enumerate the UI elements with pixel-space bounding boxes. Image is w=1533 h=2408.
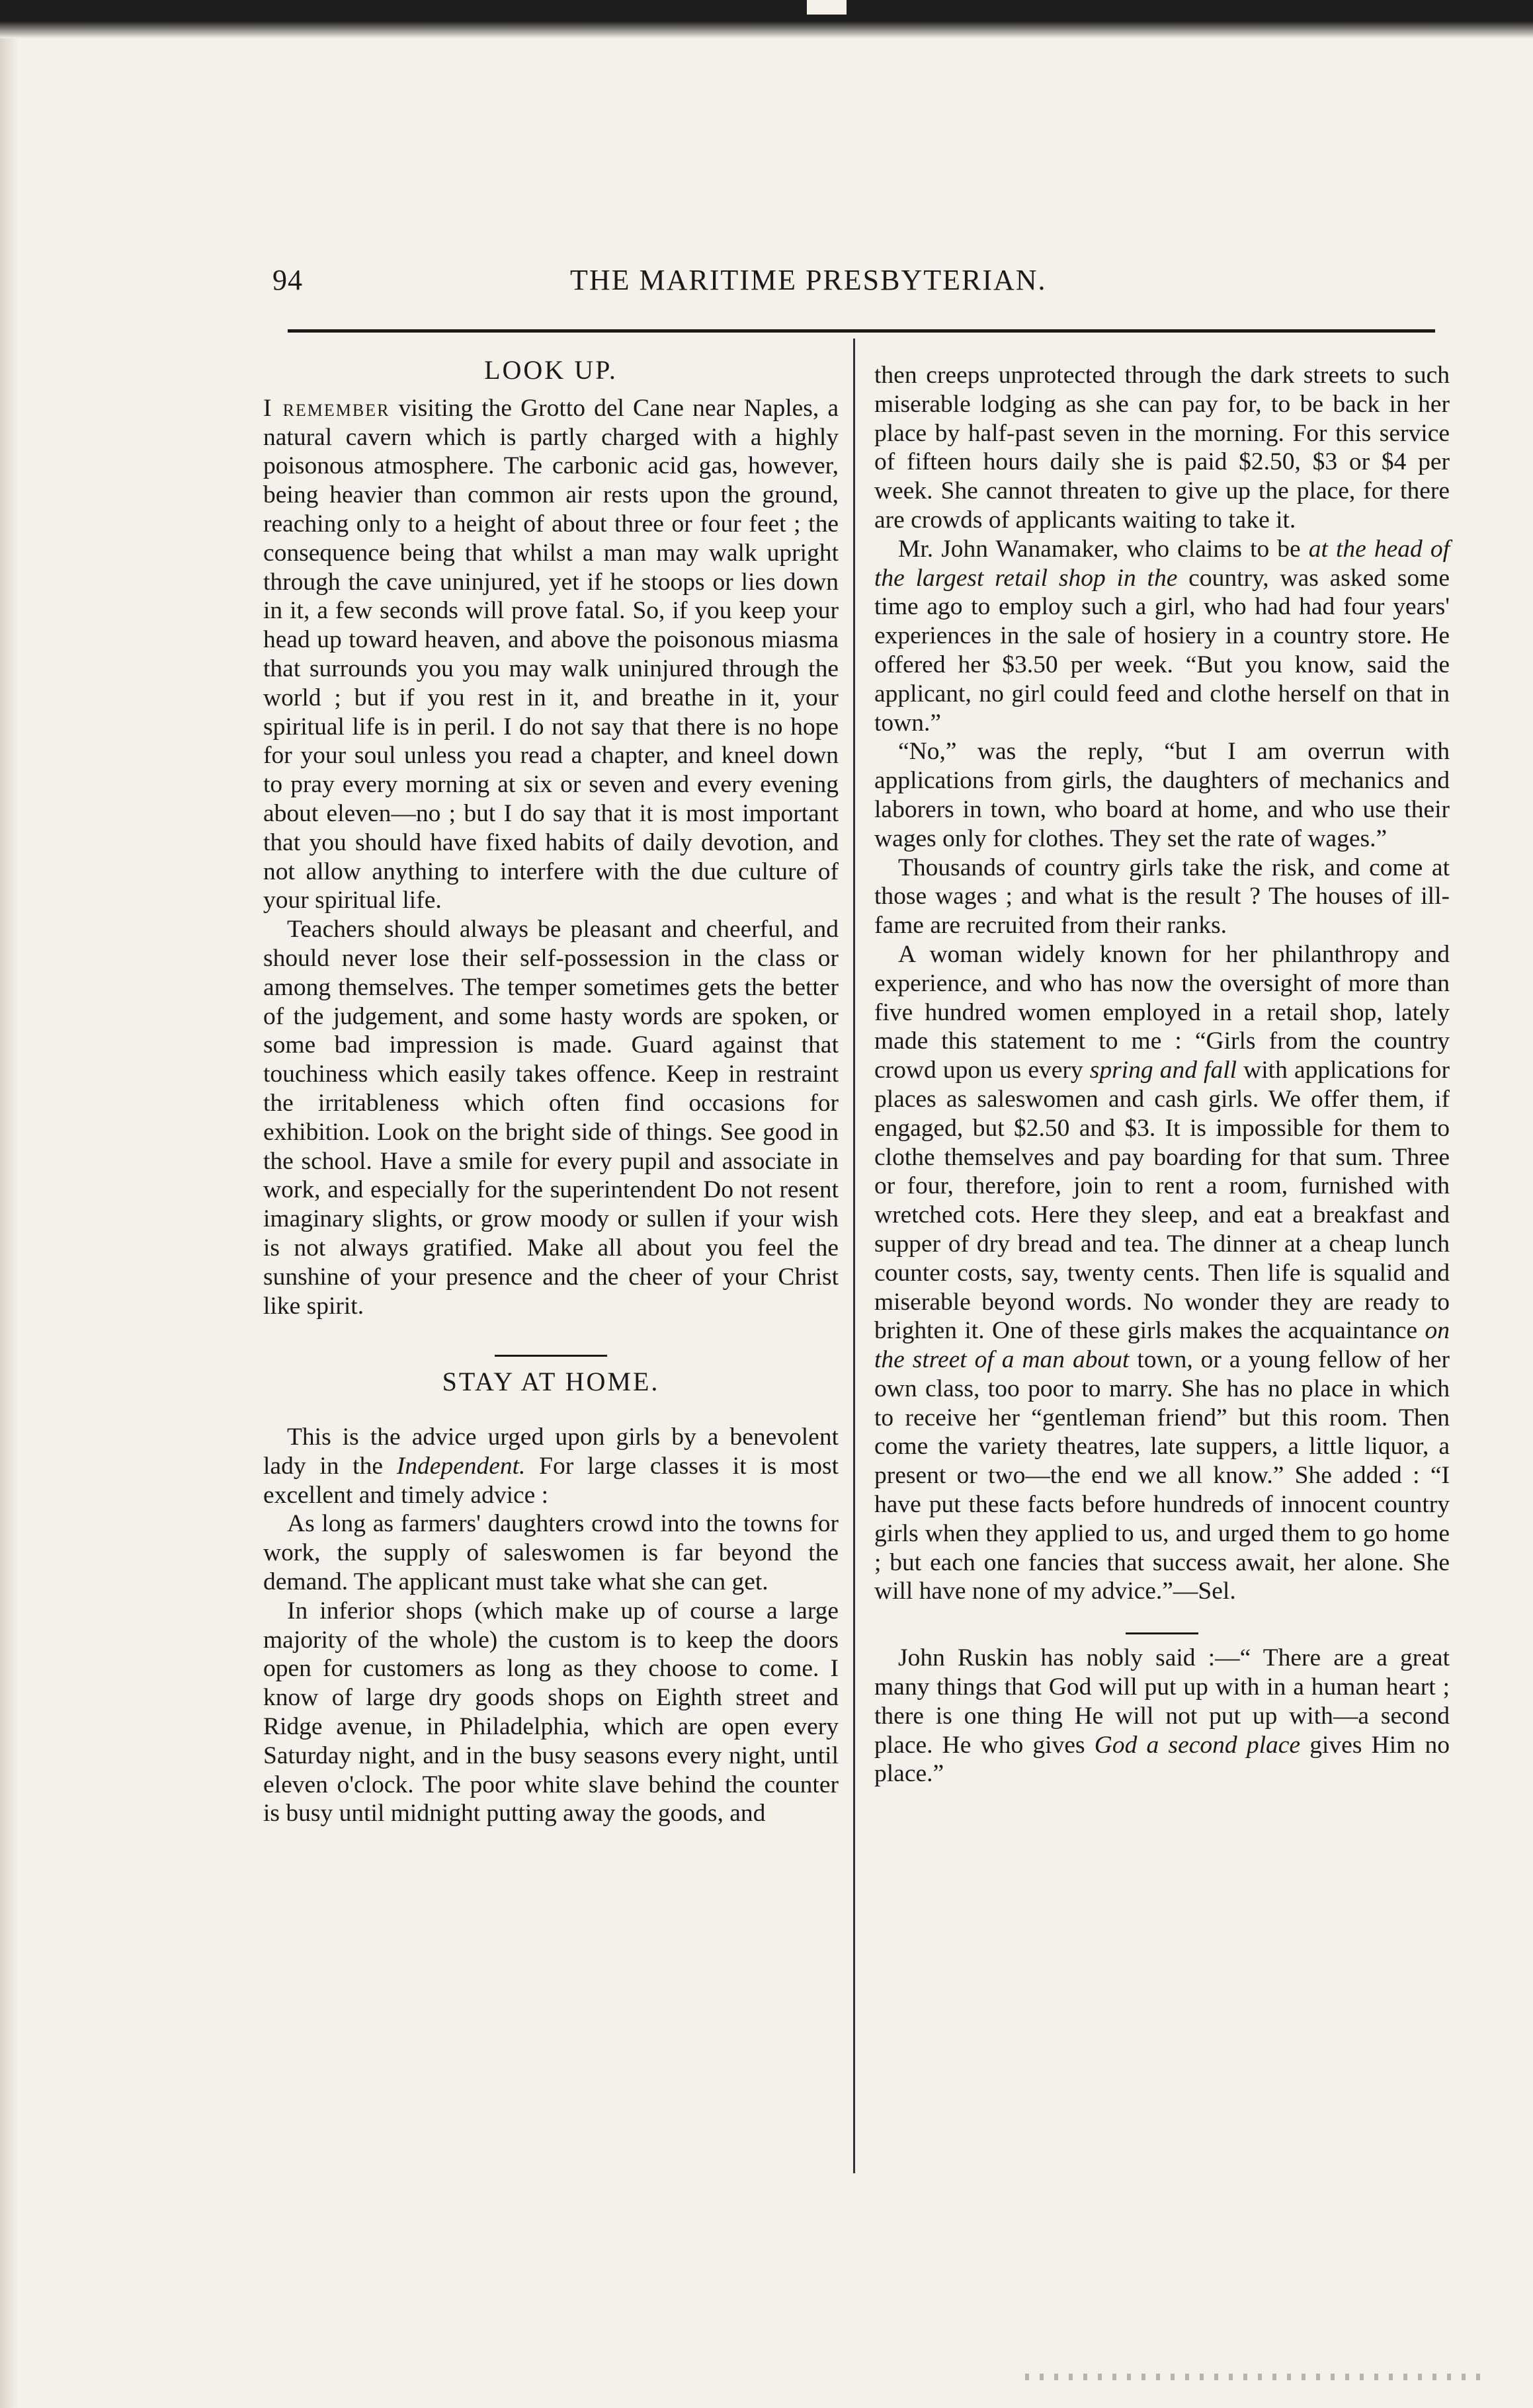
wanamaker-paragraph — [874, 535, 1450, 738]
paragraph-text: John Ruskin has nobly said :—“ There are a great many things that God will put up with in a human heart ; there is one thing He will not put up with—a second place. He who gives — [874, 1644, 1450, 1759]
article-title-look-up: LOOK UP. — [484, 355, 618, 385]
continued-paragraph: then creeps unprotected through the dark streets to such miserable lodging as she can pay for, to be back in her place by half-past seven in the morning. For this service of fifteen hours daily she is paid $2.50, $3 or $4 per week. She cannot threaten to give up the place, for there are crowds of applicants waiting to take it. — [874, 362, 1450, 534]
header-rule — [288, 329, 1435, 333]
paragraph-text: visiting the Grotto del Cane near Naples, a natural cavern which is partly charged with a highly poisonous atmosphere. The carbonic acid gas, however, being heavier than common air rests upon the ground, reaching only to a height of about three or four feet ; the consequence being that whilst a man may walk upright through the cave uninjured, yet if he stoops or lies down in it, a few seconds will prove fatal. So, if you keep your head up toward heaven, and above the poisonous miasma that surrounds you you may walk uninjured through the world ; but if you rest in it, and breathe in it, your spiritual life is in peril. I do not say that there is no hope for your soul unless you read a chapter, and kneel down to pray every morning at six or seven and every evening about eleven—no ; but I do say that it is most important that you should have fixed habits of daily devotion, and not allow anything to interfere with the due culture of your spiritual life. — [263, 394, 839, 914]
paragraph-text: town, or a young fellow of her own class, too poor to marry. She has no place in which to receive her “gentleman friend” but this room. Then come the variety theatres, late suppers, a little liquor, a present or two—the end we all know.” She added : “I have put these facts before hundreds of innocent country girls when they applied to us, and urged them to go home ; but each one fancies that success await, her alone. She will have none of my advice.”—Sel. — [874, 1346, 1450, 1605]
stay-at-home-paragraph-3: In inferior shops (which make up of course a large majority of the whole) the custom is to keep the doors open for customers as long as they choose to come. I know of large dry goods shops on Eighth street and Ridge avenue, in Philadelphia, which are open every Saturday night, and in the busy seasons every night, until eleven o'clock. The poor white slave behind the counter is busy until midnight putting away the goods, and — [263, 1597, 839, 1827]
paragraph-text: gives Him no place.” — [874, 1731, 1450, 1788]
italic-phrase: spring and fall — [1089, 1057, 1237, 1084]
section-divider — [1126, 1632, 1198, 1634]
right-column — [874, 344, 1450, 1788]
paragraph-text: For large classes it is most excellent and timely advice : — [263, 1452, 839, 1509]
bottom-print-marks — [1025, 2374, 1488, 2380]
italic-phrase: on the street of a man about — [874, 1317, 1450, 1374]
paragraph-text: This is the advice urged upon girls by a benevolent lady in the — [263, 1424, 839, 1480]
top-border-gap — [807, 0, 847, 15]
stay-at-home-paragraph-1 — [263, 1423, 839, 1509]
stay-at-home-paragraph-2: As long as farmers' daughters crowd into the towns for work, the supply of saleswomen is far beyond the demand. The applicant must take what she can get. — [263, 1510, 839, 1596]
ruskin-quote — [874, 1644, 1450, 1788]
column-divider — [853, 339, 855, 2173]
section-divider — [495, 1355, 607, 1357]
left-column — [263, 344, 839, 1828]
publication-name: Independent. — [396, 1452, 526, 1480]
paragraph-text: A woman widely known for her philanthropy and experience, and who has now the oversight of more than five hundred women employed in a retail shop, lately made this statement to me : “Girls from the country crowd upon us every — [874, 940, 1450, 1084]
reply-paragraph: “No,” was the reply, “but I am overrun with applications from girls, the daughters of mechanics and laborers in town, who board at home, and who use their wages only for clothes. They set the rate of wages.” — [874, 738, 1450, 852]
paragraph-text: with applications for places as saleswomen and cash girls. We offer them, if engaged, but $2.50 and $3. It is impossible for them to clothe themselves and pay boarding for that sum. Three or four, therefore, join to rent a room, furnished with wretched cots. Here they sleep, and eat a breakfast and supper of dry bread and tea. The dinner at a cheap lunch counter costs, say, twenty cents. Then life is squalid and miserable beyond words. No wonder they are ready to brighten it. One of these girls makes the acquaintance — [874, 1057, 1450, 1345]
look-up-paragraph-2: Teachers should always be pleasant and cheerful, and should never lose their self-possession in the class or among themselves. The temper sometimes gets the better of the judgement, and some hasty words are spoken, or some bad impression is made. Guard against that touchiness which easily takes offence. Keep in restraint the irritableness which often find occasions for exhibition. Look on the bright side of things. See good in the school. Have a smile for every pupil and associate in work, and especially for the superintendent Do not resent imaginary slights, or grow moody or sullen if your wish is not always gratified. Make all about you feel the sunshine of your presence and the cheer of your Christ like spirit. — [263, 916, 839, 1320]
page-header — [272, 259, 1436, 312]
page-edge-shadow — [0, 0, 17, 2408]
woman-paragraph — [874, 940, 1450, 1606]
paragraph-text: Mr. John Wanamaker, who claims to be — [898, 535, 1309, 563]
italic-phrase: at the head of the largest retail shop in the — [874, 535, 1450, 592]
top-border — [0, 0, 1533, 38]
article-title-stay-at-home: STAY AT HOME. — [442, 1367, 660, 1397]
italic-phrase: God a second place — [1094, 1731, 1301, 1759]
look-up-paragraph-1 — [263, 394, 839, 915]
thousands-paragraph: Thousands of country girls take the risk, and come at those wages ; and what is the result ? The houses of ill-fame are recruited from their ranks. — [874, 854, 1450, 940]
paragraph-text: country, was asked some time ago to employ such a girl, who had had four years' experiences in the sale of hosiery in a country store. He offered her $3.50 per week. “But you know, said the applicant, no girl could feed and clothe herself on that in town.” — [874, 564, 1450, 737]
page-number: 94 — [272, 264, 303, 296]
lead-in: I remember — [263, 394, 390, 422]
page-title: THE MARITIME PRESBYTERIAN. — [570, 264, 1047, 296]
